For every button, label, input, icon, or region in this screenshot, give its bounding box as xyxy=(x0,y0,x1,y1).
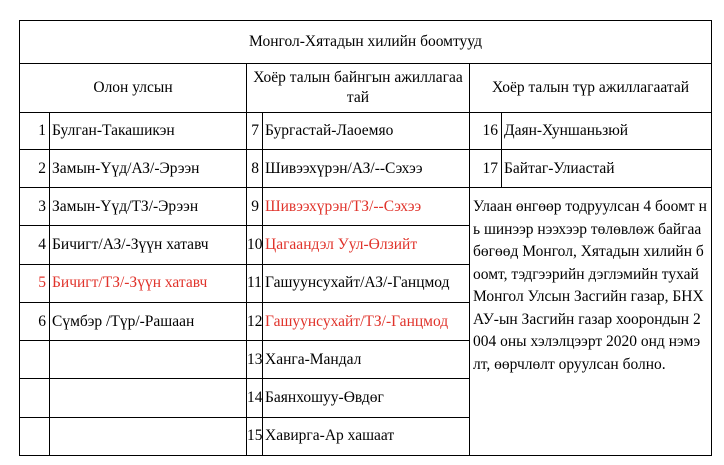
port-number: 11 xyxy=(247,264,263,302)
note-text: Улаан өнгөөр тодруулсан 4 боомт нь шинээр нээхээр төлөвлөж байгаа бөгөөд Монгол, Хятадын хилийн боомт, тэдгээрийн дэглэмийн тухай Монгол Улсын Засгийн газар, БНХАУ-ын Засгийн газар хоорондын 2004 оны хэлэлцээрт 2020 онд нэмэлт, өөрчлөлт оруулсан болно. xyxy=(470,188,712,456)
port-number: 14 xyxy=(247,379,263,417)
port-name: Булган-Такашикэн xyxy=(50,112,247,149)
port-number: 8 xyxy=(247,149,263,187)
port-name: Байтаг-Улиастай xyxy=(502,149,712,187)
port-number: 10 xyxy=(247,226,263,264)
empty-cell xyxy=(50,341,247,379)
port-name: Хавирга-Ар хашаат xyxy=(263,417,470,455)
port-number: 9 xyxy=(247,188,263,226)
header-bilateral-permanent: Хоёр талын байнгын ажиллагаа тай xyxy=(247,64,470,112)
port-name: Шивээхүрэн/АЗ/--Сэхээ xyxy=(263,149,470,187)
port-name-highlighted: Гашуунсухайт/ТЗ/-Ганцмод xyxy=(263,302,470,340)
port-number: 7 xyxy=(247,112,263,149)
port-name-highlighted: Цагаандэл Уул-Өлзийт xyxy=(263,226,470,264)
port-number: 12 xyxy=(247,302,263,340)
table-title: Монгол-Хятадын хилийн боомтууд xyxy=(20,21,712,64)
port-number: 6 xyxy=(20,302,50,340)
header-bilateral-temporary: Хоёр талын түр ажиллагаатай xyxy=(470,64,712,112)
port-name: Бичигт/АЗ/-Зүүн хатавч xyxy=(50,226,247,264)
port-number: 2 xyxy=(20,149,50,187)
port-name: Замын-Үүд/ТЗ/-Эрээн xyxy=(50,188,247,226)
border-ports-table xyxy=(19,20,712,456)
empty-cell xyxy=(20,341,50,379)
port-name-highlighted: Бичигт/ТЗ/-Зүүн хатавч xyxy=(50,264,247,302)
port-number: 15 xyxy=(247,417,263,455)
port-name: Даян-Хуншаньзюй xyxy=(502,112,712,149)
port-name: Замын-Үүд/АЗ/-Эрээн xyxy=(50,149,247,187)
port-number: 1 xyxy=(20,112,50,149)
port-name: Гашуунсухайт/АЗ/-Ганцмод xyxy=(263,264,470,302)
port-number: 17 xyxy=(470,149,502,187)
port-number: 16 xyxy=(470,112,502,149)
port-number: 4 xyxy=(20,226,50,264)
empty-cell xyxy=(50,379,247,417)
empty-cell xyxy=(20,379,50,417)
port-name: Сүмбэр /Түр/-Рашаан xyxy=(50,302,247,340)
port-number: 13 xyxy=(247,341,263,379)
port-number: 3 xyxy=(20,188,50,226)
port-name: Ханга-Мандал xyxy=(263,341,470,379)
port-name: Бургастай-Лаоемяо xyxy=(263,112,470,149)
port-name: Баянхошуу-Өвдөг xyxy=(263,379,470,417)
port-number-highlighted: 5 xyxy=(20,264,50,302)
empty-cell xyxy=(50,417,247,455)
port-name-highlighted: Шивээхүрэн/ТЗ/--Сэхээ xyxy=(263,188,470,226)
header-international: Олон улсын xyxy=(20,64,247,112)
empty-cell xyxy=(20,417,50,455)
